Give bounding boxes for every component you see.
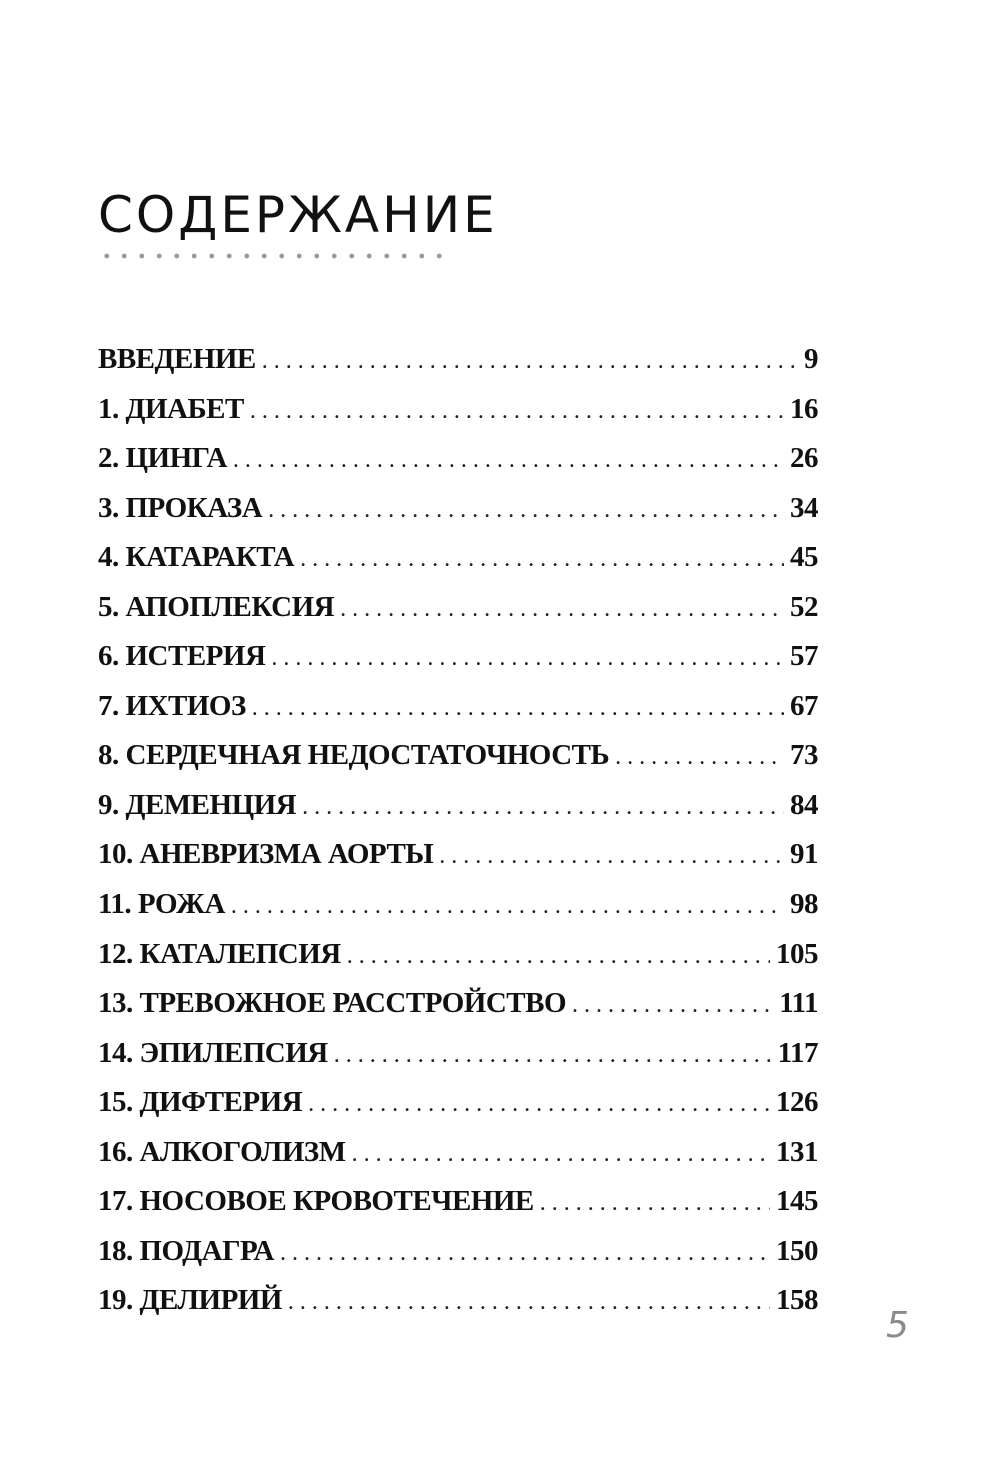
toc-entry-title: 7. ИХТИОЗ	[98, 689, 246, 722]
page-number: 5	[886, 1305, 909, 1346]
toc-entry-title: 9. ДЕМЕНЦИЯ	[98, 788, 297, 821]
toc-entry[interactable]	[98, 1185, 818, 1235]
toc-entry-title: 17. НОСОВОЕ КРОВОТЕЧЕНИЕ	[98, 1185, 534, 1218]
toc-entry-page: 145	[776, 1185, 818, 1218]
toc-dot-leader	[271, 645, 784, 672]
toc-entry-page: 111	[779, 987, 818, 1020]
toc-entry-page: 26	[790, 442, 818, 475]
toc-dot-leader	[302, 794, 784, 821]
toc-entry-page: 16	[790, 392, 818, 425]
toc-entry-title: 10. АНЕВРИЗМА АОРТЫ	[98, 838, 434, 871]
toc-entry-page: 9	[804, 343, 818, 375]
toc-entry-title: 11. РОЖА	[98, 888, 225, 921]
toc-entry-page: 45	[790, 541, 818, 574]
toc-entry[interactable]	[98, 888, 818, 938]
toc-entry[interactable]	[98, 987, 818, 1037]
toc-entry-title: 3. ПРОКАЗА	[98, 491, 263, 524]
toc-entry[interactable]	[98, 1235, 818, 1285]
toc-dot-leader	[280, 1240, 770, 1267]
toc-dot-leader	[572, 992, 773, 1019]
toc-dot-leader	[340, 596, 784, 623]
toc-entry-page: 91	[790, 838, 818, 871]
toc-dot-leader	[233, 447, 784, 474]
title-dotted-rule	[98, 252, 453, 260]
toc-entry[interactable]	[98, 789, 818, 839]
toc-dot-leader	[268, 497, 784, 524]
toc-dot-leader	[288, 1289, 770, 1316]
toc-entry-title: 6. ИСТЕРИЯ	[98, 640, 266, 673]
toc-entry-title: 2. ЦИНГА	[98, 442, 227, 475]
toc-entry-page: 150	[776, 1234, 818, 1267]
toc-dot-leader	[300, 546, 784, 573]
toc-dot-leader	[615, 744, 784, 771]
toc-entry[interactable]	[98, 938, 818, 988]
toc-entry-title: ВВЕДЕНИЕ	[98, 343, 256, 375]
toc-entry-title: 13. ТРЕВОЖНОЕ РАССТРОЙСТВО	[98, 987, 567, 1020]
toc-entry[interactable]	[98, 690, 818, 740]
toc-dot-leader	[347, 943, 770, 970]
toc-entry[interactable]	[98, 640, 818, 690]
toc-entry[interactable]	[98, 393, 818, 443]
toc-entry-title: 19. ДЕЛИРИЙ	[98, 1284, 282, 1317]
table-of-contents	[98, 343, 818, 1334]
toc-dot-leader	[262, 348, 798, 375]
toc-dot-leader	[308, 1091, 770, 1118]
toc-dot-leader	[334, 1042, 772, 1069]
toc-entry[interactable]	[98, 343, 818, 393]
toc-dot-leader	[540, 1190, 770, 1217]
toc-entry-title: 5. АПОПЛЕКСИЯ	[98, 590, 335, 623]
toc-entry-title: 14. ЭПИЛЕПСИЯ	[98, 1036, 328, 1069]
toc-entry[interactable]	[98, 1136, 818, 1186]
toc-entry-title: 16. АЛКОГОЛИЗМ	[98, 1135, 346, 1168]
toc-entry-page: 117	[777, 1036, 818, 1069]
toc-entry-page: 126	[776, 1086, 818, 1119]
toc-entry-page: 57	[790, 640, 818, 673]
toc-entry-page: 67	[790, 689, 818, 722]
toc-entry[interactable]	[98, 541, 818, 591]
toc-entry-title: 18. ПОДАГРА	[98, 1234, 274, 1267]
toc-dot-leader	[231, 893, 784, 920]
toc-entry-title: 15. ДИФТЕРИЯ	[98, 1086, 303, 1119]
toc-entry[interactable]	[98, 1284, 818, 1334]
page-title: СОДЕРЖАНИЕ	[98, 186, 498, 244]
toc-entry[interactable]	[98, 442, 818, 492]
toc-entry[interactable]	[98, 492, 818, 542]
toc-dot-leader	[250, 398, 784, 425]
toc-entry[interactable]	[98, 1086, 818, 1136]
toc-entry-title: 4. КАТАРАКТА	[98, 541, 295, 574]
toc-entry-title: 1. ДИАБЕТ	[98, 392, 244, 425]
toc-entry[interactable]	[98, 739, 818, 789]
toc-entry[interactable]	[98, 591, 818, 641]
toc-entry[interactable]	[98, 1037, 818, 1087]
toc-entry[interactable]	[98, 838, 818, 888]
toc-entry-page: 158	[776, 1284, 818, 1317]
toc-dot-leader	[352, 1141, 770, 1168]
toc-entry-page: 98	[790, 888, 818, 921]
toc-entry-page: 105	[776, 937, 818, 970]
toc-dot-leader	[439, 843, 784, 870]
toc-entry-title: 12. КАТАЛЕПСИЯ	[98, 937, 341, 970]
toc-dot-leader	[252, 695, 784, 722]
toc-entry-page: 73	[790, 739, 818, 772]
toc-entry-page: 34	[790, 491, 818, 524]
toc-entry-page: 84	[790, 788, 818, 821]
toc-entry-title: 8. СЕРДЕЧНАЯ НЕДОСТАТОЧНОСТЬ	[98, 739, 610, 772]
toc-entry-page: 131	[776, 1135, 818, 1168]
toc-entry-page: 52	[790, 590, 818, 623]
